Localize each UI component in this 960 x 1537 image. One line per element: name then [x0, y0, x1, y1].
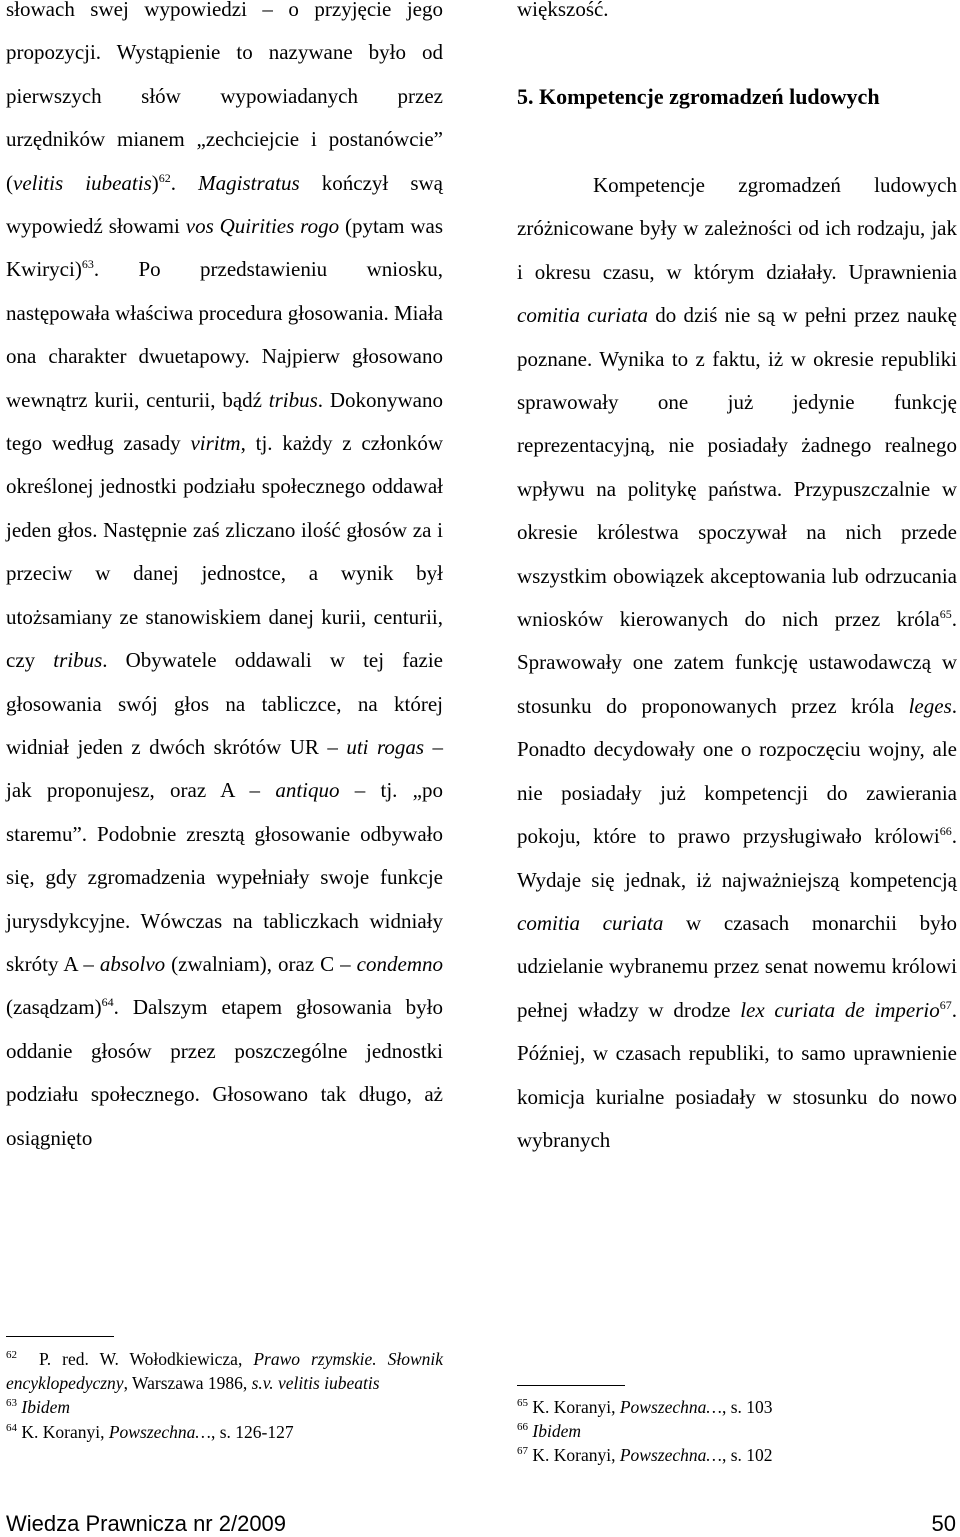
footnote-66: $^{66}$ Ibidem [517, 1421, 581, 1442]
section-heading: 5. Kompetencje zgromadzeń ludowych [517, 84, 880, 109]
footnote-rule-right [517, 1385, 625, 1386]
footnote-63: $^{63}$ Ibidem [6, 1397, 70, 1418]
left-body-text: słowach swej wypowiedzi – o przyjęcie jego propozycji. Wystąpienie to nazywane było od pierwszych słów wypowiadanych przez urzędników mianem „zechciejcie i postanówcie” (velitis iubeatis)$^{62}$. Magistratus kończył swą wypowiedź słowami vos Quirities rogo (pytam was Kwiryci)$^{63}$. Po przedstawieniu wniosku, następowała właściwa procedura głosowania. Miała ona charakter dwuetapowy. Najpierw głosowano wewnątrz kurii, centurii, bądź tribus. Dokonywano tego według zasady viritm, tj. każdy z członków określonej jednostki podziału społecznego oddawał jeden głos. Następnie zaś zliczano ilość głosów za i przeciw w danej jednostce, a wynik był utożsamiany ze stanowiskiem danej kurii, centurii, czy tribus. Obywatele oddawali w tej fazie głosowania swój głos na tabliczce, na której widniał jeden z dwóch skrótów UR – uti rogas – jak proponujesz, oraz A – antiquo – tj. „po staremu”. Podobnie zresztą głosowanie odbywało się, gdy zgromadzenia wypełniały swoje funkcje jurysdykcyjne. Wówczas na tabliczkach widniały skróty A – absolvo (zwalniam), oraz C – condemno (zasądzam)$^{64}$. Dalszym etapem głosowania było oddanie głosów przez poszczególne jednostki podziału społecznego. Głosowano tak długo, aż osiągnięto [6, 0, 444, 1150]
right-body-text: Kompetencje zgromadzeń ludowych zróżnicowane były w zależności od ich rodzaju, jak i okresu czasu, w którym działały. Uprawnienia comitia curiata do dziś nie są w pełni przez naukę poznane. Wynika to z faktu, iż w okresie republiki sprawowały one już jedynie funkcję reprezentacyjną, nie posiadały żadnego realnego wpływu na politykę państwa. Przypuszczalnie w okresie królestwa spoczywał na nich przede wszystkim obowiązek akceptowania lub odrzucania wniosków kierowanych do nich przez króla$^{65}$. Sprawowały one zatem funkcję ustawodawczą w stosunku do proponowanych przez króla leges. Ponadto decydowały one o rozpoczęciu wojny, ale nie posiadały już kompetencji do zawierania pokoju, które to prawo przysługiwało królowi$^{66}$. Wydaje się jednak, iż najważniejszą kompetencją comitia curiata w czasach monarchii było udzielanie wybranemu przez senat nowemu królowi pełnej władzy w drodze lex curiata de imperio$^{67}$. Później, w czasach republiki, to samo uprawnienie komicja kurialne posiadały w stosunku do nowo wybranych [517, 173, 958, 1152]
right-lead-text: większość. [517, 0, 609, 21]
footnote-62: $^{62}$ P. red. W. Wołodkiewicza, Prawo rzymskie. Słownik encyklopedyczny, Warszawa 1986, s.v. velitis iubeatis [6, 1349, 443, 1394]
footnote-67: $^{67}$ K. Koranyi, Powszechna…, s. 102 [517, 1445, 773, 1466]
footnote-64: $^{64}$ K. Koranyi, Powszechna…, s. 126-127 [6, 1421, 294, 1442]
footnote-rule-left [6, 1336, 114, 1337]
left-footnotes [6, 1347, 443, 1444]
footer-journal-title: Wiedza Prawnicza nr 2/2009 [6, 1511, 287, 1536]
footer-page-number: 50 [931, 1511, 956, 1536]
right-footnotes [517, 1395, 957, 1468]
footnote-65: $^{65}$ K. Koranyi, Powszechna…, s. 103 [517, 1397, 773, 1417]
